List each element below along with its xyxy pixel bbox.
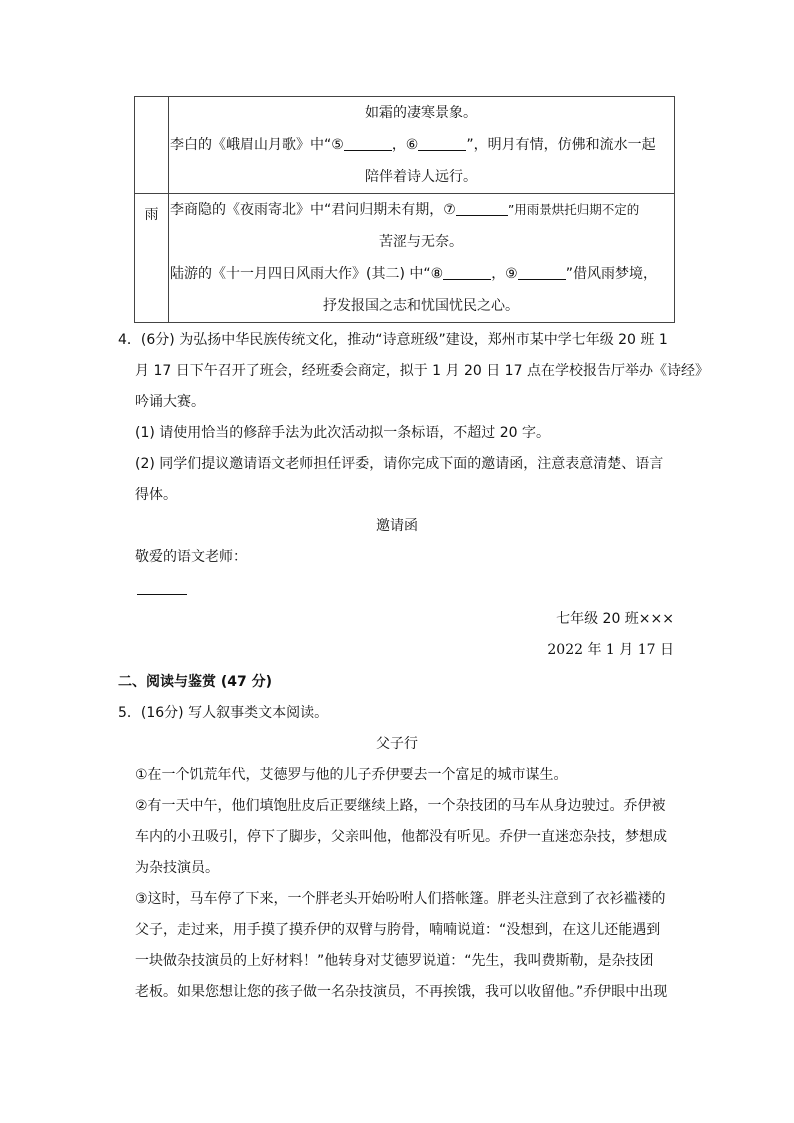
- question-5-intro: 5．(16分) 写人叙事类文本阅读。: [118, 705, 329, 721]
- question-4-sub-2: (2) 同学们提议邀请语文老师担任评委，请你完成下面的邀请函，注意表意清楚、语言: [135, 456, 664, 472]
- letter-title: 邀请函: [376, 518, 418, 534]
- table-text-line: 李商隐的《夜雨寄北》中“君问归期未有期，⑦ ”用雨景烘托归期不定的: [170, 202, 640, 218]
- section-heading: 二、阅读与鉴赏 (47 分): [118, 674, 273, 690]
- letter-date: 2022 年 1 月 17 日: [547, 642, 674, 658]
- table-row: [135, 97, 675, 194]
- passage-line: 父子，走过来，用手摸了摸乔伊的双臂与胯骨，喃喃说道：“没想到，在这儿还能遇到: [135, 922, 661, 938]
- question-4-line: 吟诵大赛。: [135, 394, 205, 410]
- question-4-line: 4．(6分) 为弘扬中华民族传统文化，推动“诗意班级”建设，郑州市某中学七年级 20 班 1: [118, 332, 668, 348]
- table-text-line: 陆游的《十一月四日风雨大作》(其二) 中“⑧ ，⑨ ”借风雨梦境，: [170, 266, 658, 282]
- question-4-sub-1: (1) 请使用恰当的修辞手法为此次活动拟一条标语，不超过 20 字。: [135, 425, 550, 441]
- letter-body-blank[interactable]: [137, 594, 187, 595]
- passage-paragraph: ②有一天中午，他们填饱肚皮后正要继续上路，一个杂技团的马车从身边驶过。乔伊被: [135, 798, 666, 814]
- answer-blank-8[interactable]: [443, 265, 491, 280]
- poetry-table: [134, 96, 675, 323]
- answer-blank-9[interactable]: [518, 265, 566, 280]
- row-label-rain: 雨: [144, 207, 159, 223]
- passage-line: 老板。如果您想让您的孩子做一名杂技演员，不再挨饿，我可以收留他。”乔伊眼中出现: [135, 984, 668, 1000]
- table-row: [135, 194, 675, 323]
- question-4-line: 月 17 日下午召开了班会，经班委会商定，拟于 1 月 20 日 17 点在学校报告厅举办《诗经》: [135, 363, 709, 379]
- table-content-cell: [169, 194, 675, 323]
- letter-greeting: 敬爱的语文老师：: [135, 549, 247, 565]
- answer-blank-7[interactable]: [456, 201, 508, 216]
- answer-blank-5[interactable]: [344, 136, 392, 151]
- table-label-cell: [135, 97, 169, 194]
- passage-title: 父子行: [376, 736, 418, 752]
- table-text-line: 苦涩与无奈。: [379, 234, 463, 250]
- answer-blank-6[interactable]: [418, 136, 466, 151]
- table-text-line: 陪伴着诗人远行。: [365, 169, 477, 185]
- table-text-line: 李白的《峨眉山月歌》中“⑤ ，⑥ ”，明月有情，仿佛和流水一起: [170, 137, 656, 153]
- letter-signature: 七年级 20 班×××: [556, 611, 674, 627]
- passage-line: 一块做杂技演员的上好材料！”他转身对艾德罗说道：“先生，我叫费斯勒，是杂技团: [135, 953, 654, 969]
- table-text-line: 抒发报国之志和忧国忧民之心。: [323, 298, 519, 314]
- table-label-cell: [135, 194, 169, 323]
- passage-line: 车内的小丑吸引，停下了脚步，父亲叫他，他都没有听见。乔伊一直迷恋杂技，梦想成: [135, 829, 667, 845]
- table-content-cell: [169, 97, 675, 194]
- passage-paragraph: ①在一个饥荒年代，艾德罗与他的儿子乔伊要去一个富足的城市谋生。: [135, 767, 568, 783]
- passage-line: 为杂技演员。: [135, 860, 219, 876]
- question-4-sub-2: 得体。: [135, 487, 177, 503]
- passage-paragraph: ③这时，马车停了下来，一个胖老头开始吩咐人们搭帐篷。胖老头注意到了衣衫褴褛的: [135, 891, 666, 907]
- table-text-line: 如霜的凄寒景象。: [365, 105, 477, 121]
